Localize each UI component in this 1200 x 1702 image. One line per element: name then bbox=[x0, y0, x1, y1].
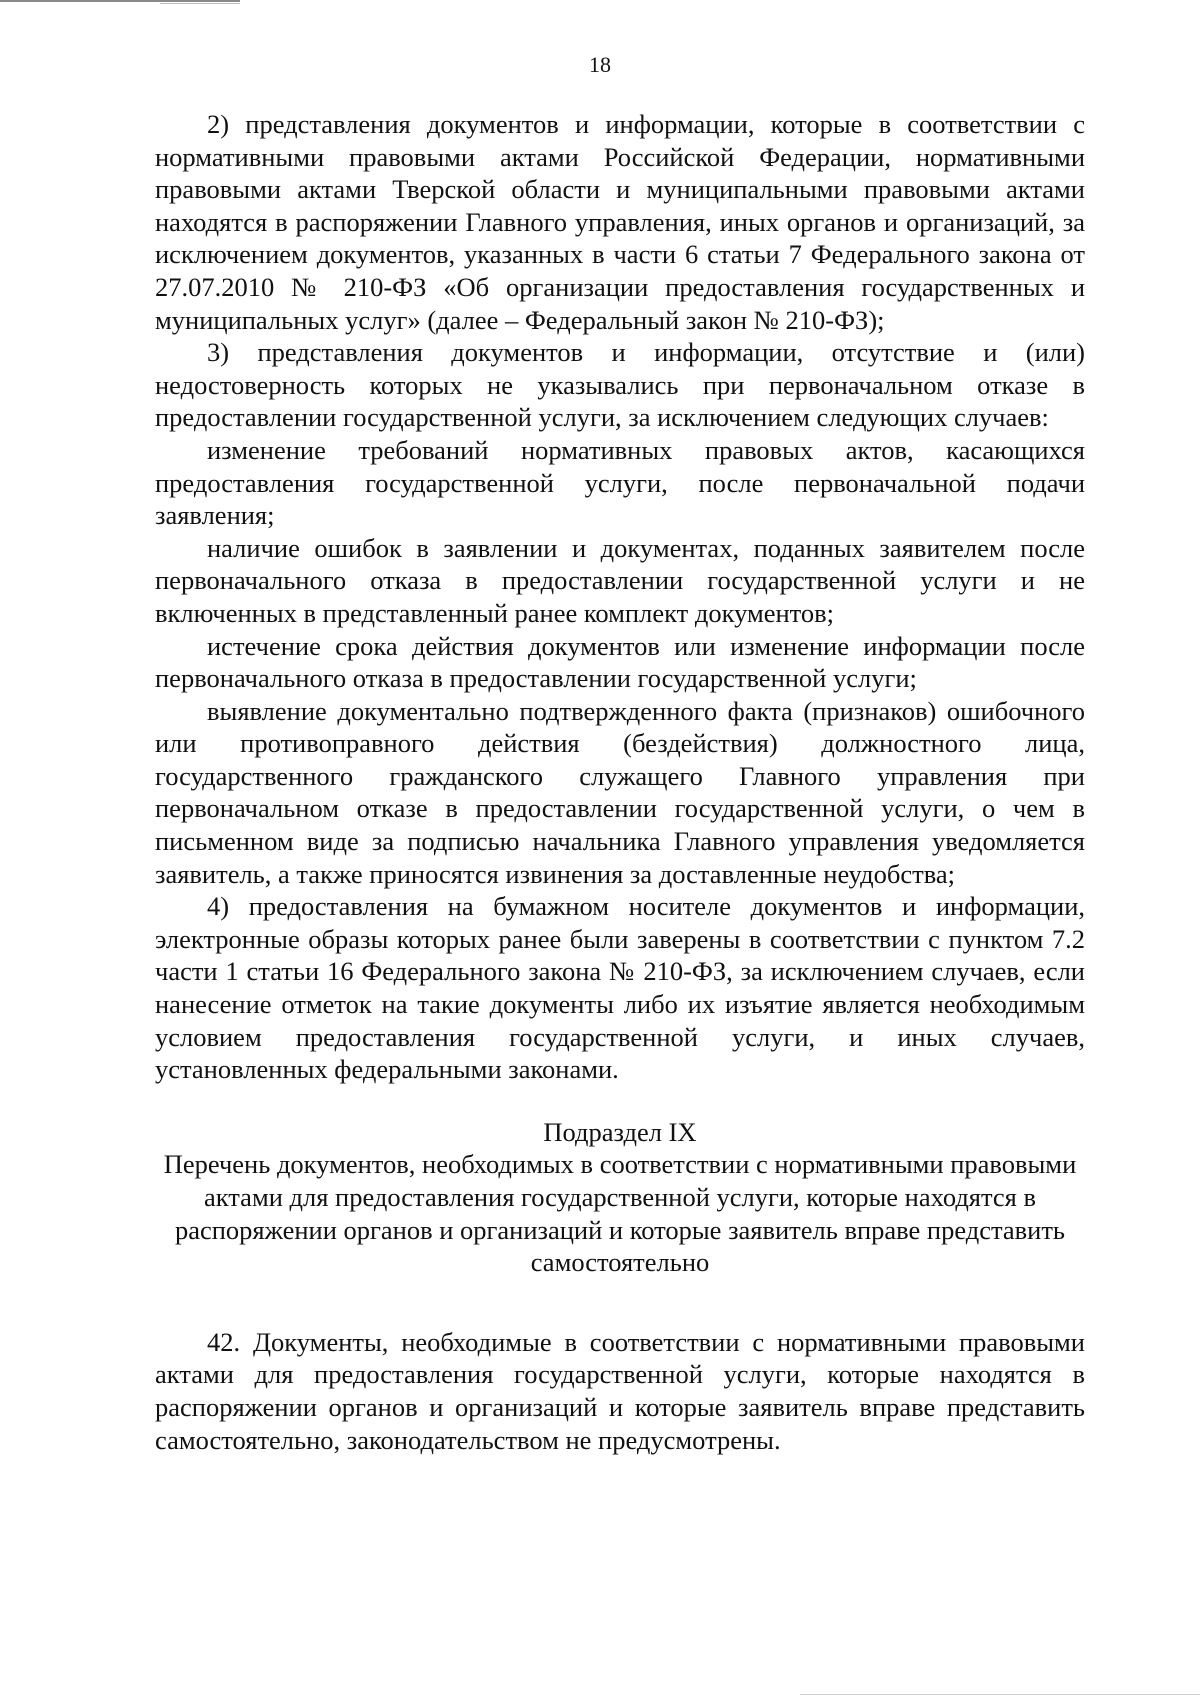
document-body bbox=[155, 108, 1085, 1456]
paragraph-case-errors: наличие ошибок в заявлении и документах, поданных заявителем после первоначального отказа в предоставлении государственной услуги и не включенных в представленный ранее комплект документов; bbox=[155, 532, 1085, 628]
paragraph-item-4: 4) предоставления на бумажном носителе документов и информации, электронные образы которых ранее были заверены в соответствии с пунктом 7.2 части 1 статьи 16 Федерального закона № 210-ФЗ, за исключением случаев, если нанесение отметок на такие документы либо их изъятие является необходимым условием предоставления государственной услуги, и иных случаев, установленных федеральными законами. bbox=[155, 891, 1085, 1085]
paragraph-case-expiry: истечение срока действия документов или изменение информации после первоначального отказа в предоставлении государственной услуги; bbox=[155, 630, 1085, 694]
paragraph-case-misconduct: выявление документально подтвержденного факта (признаков) ошибочного или противоправного действия (бездействия) должностного лица, государственного гражданского служащего Главного управления при первоначальном отказе в предоставлении государственной услуги, о чем в письменном виде за подписью начальника Главного управления уведомляется заявитель, а также приносятся извинения за доставленные неудобства; bbox=[155, 695, 1085, 889]
scan-edge-line-secondary bbox=[160, 3, 240, 4]
scan-edge-line-bottom bbox=[800, 1694, 1200, 1695]
subsection-label: Подраздел IX bbox=[543, 1116, 697, 1147]
subsection-title: Перечень документов, необходимых в соответствии с нормативными правовыми актами для предоставления государственной услуги, которые находятся в распоряжении органов и организаций и которые заявитель вправе представить самостоятельно bbox=[163, 1149, 1077, 1278]
paragraph-case-requirements-change: изменение требований нормативных правовых актов, касающихся предоставления государственной услуги, после первоначальной подачи заявления; bbox=[155, 434, 1085, 531]
scan-edge-line bbox=[0, 0, 240, 2]
paragraph-42: 42. Документы, необходимые в соответствии с нормативными правовыми актами для предоставления государственной услуги, которые находятся в распоряжении органов и организаций и которые заявитель вправе представить самостоятельно, законодательством не предусмотрены. bbox=[155, 1326, 1085, 1455]
page-number: 18 bbox=[589, 52, 611, 77]
paragraph-item-2: 2) представления документов и информации, которые в соответствии с нормативными правовыми актами Российской Федерации, нормативными правовыми актами Тверской области и муниципальными правовыми актами находятся в распоряжении Главного управления, иных органов и организаций, за исключением документов, указанных в части 6 статьи 7 Федерального закона от 27.07.2010 № 210-ФЗ «Об организации предоставления государственных и муниципальных услуг» (далее – Федеральный закон № 210-ФЗ); bbox=[155, 109, 1085, 335]
paragraph-item-3: 3) представления документов и информации, отсутствие и (или) недостоверность которых не указывались при первоначальном отказе в предоставлении государственной услуги, за исключением следующих случаев: bbox=[155, 337, 1085, 433]
